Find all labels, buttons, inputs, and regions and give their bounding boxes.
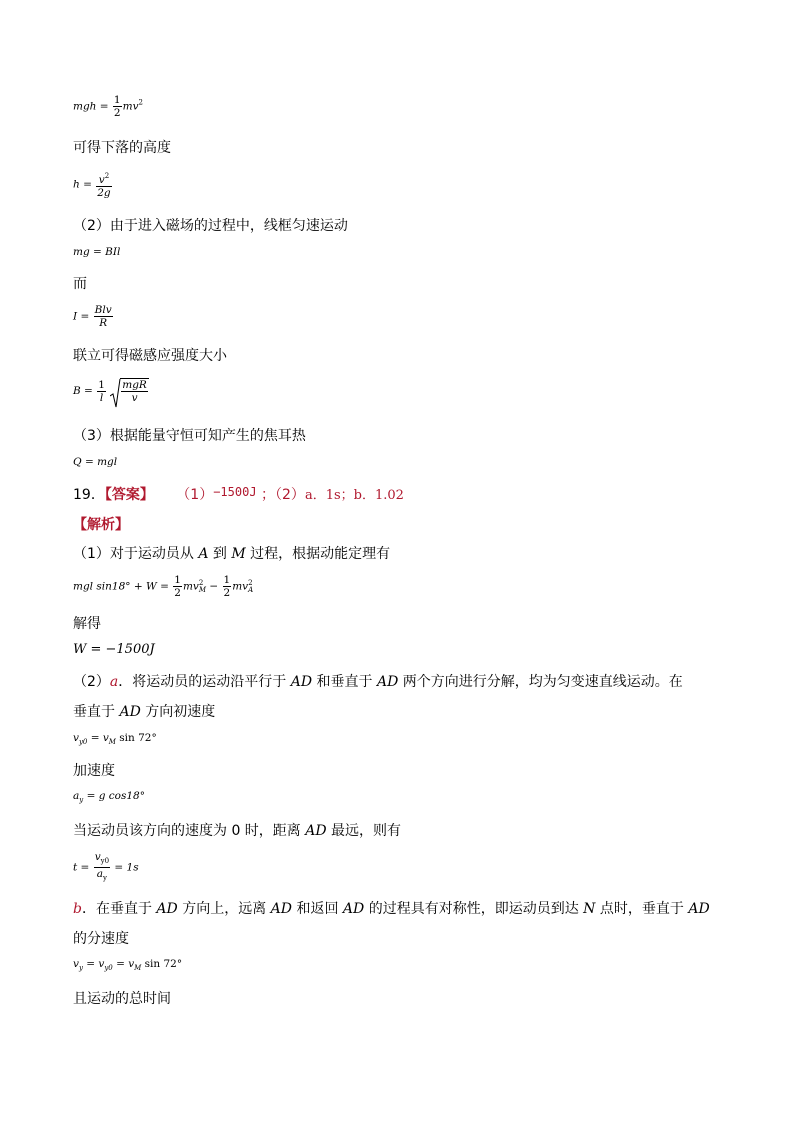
equation-magnetic-field: [73, 378, 149, 404]
line-ad: AD: [342, 901, 365, 917]
fraction-denominator: v: [131, 392, 138, 404]
eq-lhs: h =: [73, 178, 92, 191]
equation-work-energy: mgl sin18° + W = $\frac{1}{2}$ mv 2 M − $\frac{1}{2}$ mv 2 A: [73, 574, 254, 599]
fraction-numerator: $v^2$: [96, 170, 111, 187]
equation-joule-heat: Q = mgl: [73, 456, 118, 468]
answer-tag: 【答案】: [104, 487, 154, 503]
fraction-numerator: mgR: [122, 379, 147, 391]
analysis-tag: 【解析】: [73, 517, 129, 533]
eq-term: mv: [122, 100, 139, 113]
text-line: b．在垂直于 AD 方向上，远离 AD 和返回 AD 的过程具有对称性，即运动员到达 N 点时，垂直于 AD: [73, 901, 710, 917]
fraction-denominator: 2g: [97, 187, 111, 199]
text-line: （2）由于进入磁场的过程中，线框匀速运动: [73, 218, 348, 234]
fraction-denominator: l: [99, 391, 104, 404]
fraction-numerator: Blv: [94, 304, 112, 316]
text-line: 且运动的总时间: [73, 991, 171, 1007]
line-ad: AD: [119, 704, 141, 720]
square-root: [110, 378, 149, 404]
answer-part-2b: b．1.02: [353, 488, 404, 503]
point-m: M: [231, 546, 246, 562]
fraction: [96, 170, 111, 199]
answer-part-2a: a．1s；: [304, 488, 354, 503]
text-line: （1）对于运动员从 A 到 M 过程，根据动能定理有: [73, 546, 391, 562]
line-ad: AD: [688, 901, 710, 917]
equation-current: [73, 304, 114, 329]
text-line: 解得: [73, 616, 101, 632]
eq-lhs: mgh =: [73, 100, 109, 113]
answer-part-1-label: （1）: [176, 487, 214, 503]
text-line: 的分速度: [73, 931, 129, 947]
fraction-numerator: 1: [98, 378, 105, 391]
text-line: 可得下落的高度: [73, 140, 171, 156]
point-n: N: [583, 901, 596, 917]
line-ad: AD: [270, 901, 293, 917]
line-ad: AD: [290, 674, 313, 690]
fraction: $\frac{v_{y0}}{a_y}$: [94, 851, 110, 882]
point-a: A: [198, 546, 209, 562]
minus-sign: −: [209, 580, 219, 593]
line-ad: AD: [305, 823, 327, 839]
answer-line: [73, 484, 404, 504]
eq-lhs: I =: [73, 310, 90, 323]
equation-acceleration: $a_y = g$ cos18°: [73, 790, 145, 804]
equation-initial-velocity: $v_{y0} = v_M$ sin 72°: [73, 732, 157, 746]
equation-perpendicular-velocity: $v_y = v_{y0} = v_M$ sin 72°: [73, 958, 183, 972]
question-number: 19．: [73, 487, 105, 503]
text-line: 垂直于 AD 方向初速度: [73, 704, 216, 720]
text-line: （3）根据能量守恒可知产生的焦耳热: [73, 428, 306, 444]
text-line: 联立可得磁感应强度大小: [73, 348, 227, 364]
fraction: $\frac{1}{2}$: [174, 574, 181, 599]
superscript: 2: [138, 98, 143, 107]
fraction: [121, 379, 148, 404]
fraction: [113, 94, 122, 119]
fraction: [94, 304, 113, 329]
answer-part-1-value: −1500J: [213, 485, 257, 499]
equation-force-balance: mg = BIl: [73, 246, 121, 258]
answer-part-2-label: ；（2）: [261, 487, 305, 503]
fraction: $\frac{1}{2}$: [223, 574, 231, 599]
equation-energy-conservation: [73, 94, 143, 119]
equation-height: [73, 170, 113, 199]
equation-time: t = $\frac{v_{y0}}{a_y}$ = 1s: [73, 851, 139, 882]
text-line: 而: [73, 276, 87, 292]
text-line: 加速度: [73, 763, 115, 779]
part-b-label: b: [73, 901, 82, 917]
fraction-denominator: 2: [113, 107, 121, 119]
part-a-label: a: [109, 674, 119, 690]
text-line: 当运动员该方向的速度为 0 时，距离 AD 最远，则有: [73, 823, 402, 839]
eq-lhs: B =: [73, 385, 93, 397]
fraction-numerator: 1: [113, 94, 121, 106]
fraction-denominator: R: [99, 317, 108, 329]
eq-lhs: mgl sin18° + W =: [73, 580, 169, 593]
text-line: （2）a．将运动员的运动沿平行于 AD 和垂直于 AD 两个方向进行分解，均为匀变速直线运动。在: [73, 674, 683, 690]
fraction: [97, 379, 106, 404]
line-ad: AD: [156, 901, 178, 917]
line-ad: AD: [376, 674, 399, 690]
equation-work-result: W = −1500J: [73, 642, 155, 657]
